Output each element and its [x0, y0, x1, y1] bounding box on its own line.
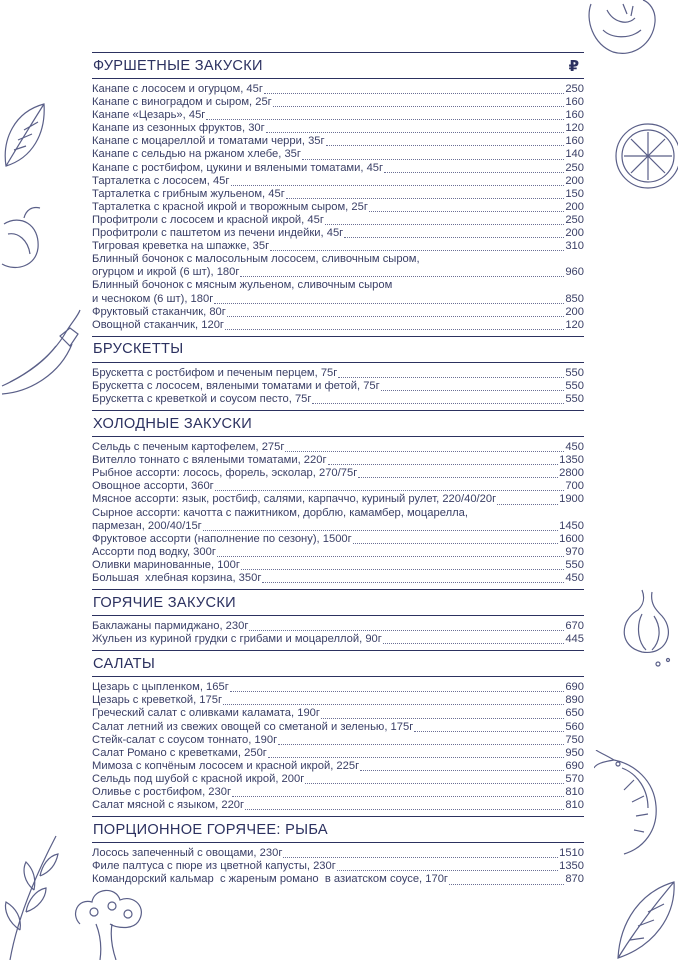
- item-name: Брускетта с креветкой и соусом песто, 75г: [92, 392, 312, 405]
- item-name: Фруктовый стаканчик, 80г: [92, 305, 226, 318]
- section-title: ХОЛОДНЫЕ ЗАКУСКИ: [93, 415, 252, 432]
- section-title: ФУРШЕТНЫЕ ЗАКУСКИ: [93, 57, 263, 74]
- pepper-sketch-top-right: [583, 0, 659, 58]
- item-name: Профитроли с паштетом из печени индейки, 45г: [92, 227, 344, 240]
- menu-item: [92, 175, 584, 188]
- mint-leaf-sketch-bottom-right: [610, 862, 678, 960]
- menu-item: [92, 306, 584, 319]
- menu-item: [92, 633, 584, 646]
- item-price: 950: [565, 746, 584, 759]
- dot-leader: [230, 681, 565, 692]
- menu-item: [92, 380, 584, 393]
- dot-leader: [326, 135, 565, 146]
- item-price: 160: [565, 135, 584, 148]
- item-name: Командорский кальмар с жареным романо в азиатском соусе, 170г: [92, 873, 449, 886]
- item-price: 970: [565, 545, 584, 558]
- item-price: 890: [565, 694, 584, 707]
- item-name: Профитроли с лососем и красной икрой, 45г: [92, 213, 324, 226]
- item-name: Канапе с ростбифом, цукини и вялеными томатами, 45г: [92, 161, 384, 174]
- menu-item: [92, 441, 584, 454]
- dot-leader: [231, 175, 565, 186]
- dot-leader: [344, 227, 564, 238]
- item-name-first-line: Блинный бочонок с малосольным лососем, сливочным сыром,: [92, 253, 420, 266]
- item-name: Мясное ассорти: язык, ростбиф, салями, карпаччо, куриный рулет, 220/40/20г: [92, 493, 497, 506]
- dot-leader: [283, 847, 558, 858]
- menu-section: [92, 336, 584, 410]
- menu-item: [92, 799, 584, 812]
- menu-item: [92, 319, 584, 332]
- menu-item: [92, 467, 584, 480]
- menu-item: [92, 747, 584, 760]
- lemon-slice-sketch: [610, 118, 678, 194]
- dot-leader: [270, 240, 564, 251]
- item-name: Жульен из куриной грудки с грибами и моцареллой, 90г: [92, 633, 382, 646]
- dot-leader: [285, 441, 564, 452]
- dot-leader: [384, 162, 564, 173]
- item-name: Канапе с лососем и огурцом, 45г: [92, 83, 263, 95]
- item-price: 310: [565, 240, 584, 253]
- menu-item: [92, 109, 584, 122]
- dot-leader: [214, 293, 564, 304]
- menu-item: [92, 253, 584, 279]
- item-name: Лосось запеченный с овощами, 230г: [92, 847, 283, 860]
- item-name: Сельдь с печеным картофелем, 275г: [92, 441, 285, 454]
- item-name: Салат летний из свежих овощей со сметаной и зеленью, 175г: [92, 720, 414, 733]
- item-name: Канапе с виноградом и сыром, 25г: [92, 96, 272, 109]
- dot-leader: [353, 533, 558, 544]
- section-title: ПОРЦИОННОЕ ГОРЯЧЕЕ: РЫБА: [93, 821, 328, 838]
- menu-item: [92, 694, 584, 707]
- item-price: 850: [565, 292, 584, 305]
- dot-leader: [268, 747, 564, 758]
- section-header: [92, 52, 584, 79]
- item-name-first-line: Сырное ассорти: качотта с пажитником, дорблю, камамбер, моцарелла,: [92, 506, 468, 519]
- item-price: 200: [565, 305, 584, 318]
- item-price: 200: [565, 200, 584, 213]
- currency-symbol: ₽: [568, 57, 579, 75]
- menu-item: [92, 279, 584, 305]
- dot-leader: [337, 860, 558, 871]
- dot-leader: [262, 572, 564, 583]
- dot-leader: [360, 760, 564, 771]
- item-name: огурцом и икрой (6 шт), 180г: [92, 266, 240, 279]
- item-name: Фруктовое ассорти (наполнение по сезону), 1500г: [92, 532, 352, 545]
- dot-leader: [266, 122, 565, 133]
- dot-leader: [278, 734, 564, 745]
- menu-item: [92, 227, 584, 240]
- menu-item: [92, 860, 584, 873]
- item-name: Канапе с сельдью на ржаном хлебе, 35г: [92, 148, 301, 161]
- item-list: [92, 437, 584, 589]
- item-price: 450: [565, 572, 584, 584]
- menu-item: [92, 620, 584, 633]
- broccoli-sketch-bottom: [66, 884, 152, 960]
- item-name: Стейк-салат с соусом тоннато, 190г: [92, 733, 278, 746]
- item-price: 1510: [559, 847, 584, 860]
- menu-item: [92, 367, 584, 380]
- dot-leader: [328, 454, 559, 465]
- menu-item: [92, 559, 584, 572]
- dot-leader: [305, 773, 564, 784]
- menu-item: [92, 873, 584, 886]
- item-name: Овощное ассорти, 360г: [92, 480, 214, 493]
- dot-leader: [312, 393, 564, 404]
- item-price: 1350: [559, 860, 584, 873]
- herb-sprig-sketch-bottom-left: [0, 826, 62, 960]
- item-name: Мимоза с копчёным лососем и красной икрой, 225г: [92, 759, 360, 772]
- item-name-first-line: Блинный бочонок с мясным жульеном, сливочным сыром: [92, 279, 393, 292]
- menu-item: [92, 507, 584, 533]
- item-price: 560: [565, 720, 584, 733]
- dot-leader: [206, 109, 564, 120]
- item-name: Канапе из сезонных фруктов, 30г: [92, 122, 265, 135]
- item-price: 750: [565, 733, 584, 746]
- menu-section: [92, 589, 584, 650]
- item-name-second-line: [92, 293, 584, 306]
- menu-item: [92, 214, 584, 227]
- section-header: [92, 589, 584, 616]
- item-name: Тарталетка с красной икрой и творожным сыром, 25г: [92, 200, 368, 213]
- section-header: [92, 336, 584, 363]
- menu-section: [92, 410, 584, 589]
- dot-leader: [338, 367, 564, 378]
- item-name: Канапе «Цезарь», 45г: [92, 109, 206, 122]
- item-name: Оливье с ростбифом, 230г: [92, 786, 232, 799]
- dot-leader: [381, 380, 565, 391]
- item-name: Канапе с моцареллой и томатами черри, 35г: [92, 135, 325, 148]
- item-price: 200: [565, 174, 584, 187]
- dot-leader: [249, 620, 564, 631]
- dot-leader: [217, 546, 564, 557]
- menu-item: [92, 493, 584, 506]
- dot-leader: [358, 467, 558, 478]
- item-price: 550: [565, 558, 584, 571]
- item-price: 1900: [559, 493, 584, 506]
- dot-leader: [241, 559, 564, 570]
- menu-item: [92, 96, 584, 109]
- menu-section: [92, 816, 584, 890]
- item-price: 120: [565, 318, 584, 331]
- item-price: 150: [565, 187, 584, 200]
- item-name: Салат мясной с языком, 220г: [92, 799, 245, 812]
- item-name: Рыбное ассорти: лосось, форель, эсколар, 270/75г: [92, 467, 358, 480]
- dot-leader: [240, 266, 564, 277]
- item-list: [92, 79, 584, 336]
- menu-item: [92, 760, 584, 773]
- item-list: [92, 363, 584, 410]
- item-name: и чесноком (6 шт), 180г: [92, 292, 214, 305]
- garlic-sketch-right: [612, 586, 678, 670]
- menu-item: [92, 122, 584, 135]
- menu-item: [92, 135, 584, 148]
- dot-leader: [264, 83, 564, 94]
- item-name: Брускетта с ростбифом и печеным перцем, 75г: [92, 366, 338, 379]
- menu-item: [92, 707, 584, 720]
- item-price: 1450: [559, 519, 584, 532]
- item-name: Брускетта с лососем, вялеными томатами и фетой, 75г: [92, 379, 380, 392]
- item-price: 570: [565, 772, 584, 785]
- dot-leader: [286, 188, 565, 199]
- dot-leader: [227, 306, 564, 317]
- menu-item: [92, 480, 584, 493]
- item-price: 810: [565, 786, 584, 799]
- item-price: 550: [565, 366, 584, 379]
- item-name: Салат Романо с креветками, 250г: [92, 746, 267, 759]
- dot-leader: [383, 633, 564, 644]
- menu-item: [92, 847, 584, 860]
- menu-item: [92, 546, 584, 559]
- item-price: 450: [565, 441, 584, 454]
- menu-item: [92, 148, 584, 161]
- dot-leader: [203, 520, 558, 531]
- section-header: [92, 816, 584, 843]
- menu-item: [92, 786, 584, 799]
- dot-leader: [223, 694, 564, 705]
- item-price: 250: [565, 83, 584, 95]
- item-price: 550: [565, 379, 584, 392]
- item-price: 250: [565, 213, 584, 226]
- item-name: Большая хлебная корзина, 350г: [92, 572, 262, 584]
- menu-item: [92, 454, 584, 467]
- item-name-second-line: [92, 266, 584, 279]
- menu-item: [92, 162, 584, 175]
- item-name: Тарталетка с лососем, 45г: [92, 174, 230, 187]
- item-price: 160: [565, 96, 584, 109]
- dot-leader: [225, 319, 564, 330]
- dot-leader: [414, 721, 564, 732]
- menu-section: [92, 52, 584, 336]
- menu-item: [92, 721, 584, 734]
- item-list: [92, 843, 584, 890]
- item-name: Ассорти под водку, 300г: [92, 545, 216, 558]
- menu-item: [92, 393, 584, 406]
- section-title: САЛАТЫ: [93, 655, 156, 672]
- menu-item: [92, 572, 584, 585]
- item-price: 870: [565, 873, 584, 886]
- item-name: Греческий салат с оливками каламата, 190г: [92, 707, 320, 720]
- menu-item: [92, 533, 584, 546]
- item-name: пармезан, 200/40/15г: [92, 519, 202, 532]
- dot-leader: [497, 494, 558, 505]
- section-title: БРУСКЕТТЫ: [93, 341, 184, 358]
- menu-item: [92, 201, 584, 214]
- item-price: 700: [565, 480, 584, 493]
- dot-leader: [302, 149, 564, 160]
- item-name: Сельдь под шубой с красной икрой, 200г: [92, 772, 305, 785]
- section-title: ГОРЯЧИЕ ЗАКУСКИ: [93, 594, 236, 611]
- dot-leader: [245, 799, 564, 810]
- item-price: 250: [565, 161, 584, 174]
- item-list: [92, 616, 584, 650]
- dot-leader: [369, 201, 564, 212]
- item-price: 120: [565, 122, 584, 135]
- dot-leader: [215, 480, 565, 491]
- item-price: 810: [565, 799, 584, 812]
- menu-section: [92, 650, 584, 816]
- leaf-sketch-left: [0, 100, 50, 170]
- item-name: Цезарь с цыпленком, 165г: [92, 681, 229, 694]
- item-list: [92, 677, 584, 816]
- item-name: Овощной стаканчик, 120г: [92, 318, 224, 331]
- item-price: 690: [565, 759, 584, 772]
- eggplant-sketch-left: [0, 306, 84, 396]
- item-name: Тигровая креветка на шпажке, 35г: [92, 240, 270, 253]
- item-price: 200: [565, 227, 584, 240]
- item-price: 2800: [559, 467, 584, 480]
- menu-item: [92, 773, 584, 786]
- item-price: 670: [565, 620, 584, 633]
- item-price: 445: [565, 633, 584, 646]
- item-name: Баклажаны пармиджано, 230г: [92, 620, 249, 633]
- item-price: 960: [565, 266, 584, 279]
- section-header: [92, 410, 584, 437]
- item-name: Цезарь с креветкой, 175г: [92, 694, 223, 707]
- item-price: 650: [565, 707, 584, 720]
- item-price: 1600: [559, 532, 584, 545]
- shrimp-sketch-right: [594, 750, 678, 860]
- item-name: Тарталетка с грибным жульеном, 45г: [92, 187, 285, 200]
- item-price: 1350: [559, 454, 584, 467]
- menu-list: [92, 52, 584, 891]
- item-name: Оливки маринованные, 100г: [92, 558, 240, 571]
- item-price: 140: [565, 148, 584, 161]
- section-header: [92, 650, 584, 677]
- item-price: 690: [565, 681, 584, 694]
- item-name: Филе палтуса с пюре из цветной капусты, 230г: [92, 860, 336, 873]
- dot-leader: [273, 96, 565, 107]
- menu-item: [92, 188, 584, 201]
- menu-item: [92, 83, 584, 96]
- menu-item: [92, 734, 584, 747]
- dot-leader: [232, 786, 564, 797]
- dot-leader: [449, 874, 564, 885]
- item-name-second-line: [92, 520, 584, 533]
- menu-item: [92, 681, 584, 694]
- item-price: 550: [565, 392, 584, 405]
- item-price: 160: [565, 109, 584, 122]
- item-name: Вителло тоннато с вялеными томатами, 220г: [92, 454, 327, 467]
- dot-leader: [325, 214, 564, 225]
- menu-item: [92, 240, 584, 253]
- dot-leader: [321, 708, 564, 719]
- bell-pepper-sketch-left: [0, 204, 44, 274]
